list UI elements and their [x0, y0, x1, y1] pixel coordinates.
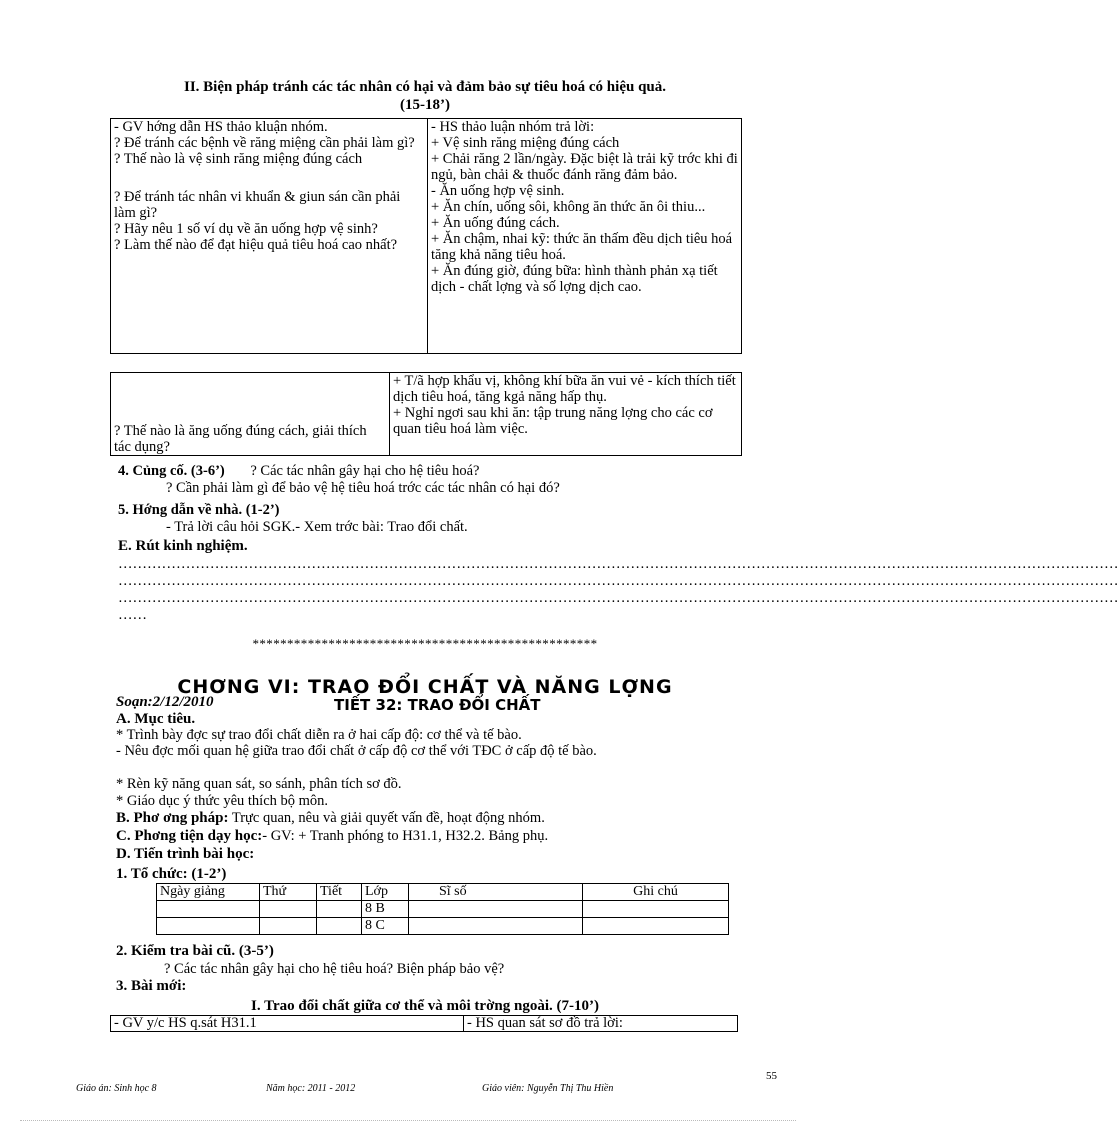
class-table-cell: 8 C: [362, 918, 409, 935]
teacher-line: ? Hãy nêu 1 số ví dụ về ăn uống hợp vệ sinh?: [114, 221, 378, 237]
new-lesson-heading: 3. Bài mới:: [116, 978, 187, 994]
page-bottom-rule: [20, 1120, 796, 1121]
class-table-cell: [583, 918, 729, 935]
student-line: - Ăn uống hợp vệ sinh.: [431, 183, 565, 199]
class-table-cell: [157, 901, 260, 918]
materials-text: - GV: + Tranh phóng to H31.1, H32.2. Bảng phụ.: [262, 828, 549, 844]
class-table-cell: [260, 901, 317, 918]
student-line: + Nghỉ ngơi sau khi ăn: tập trung năng lợng cho các cơ quan tiêu hoá làm việc.: [393, 405, 713, 437]
section-time: (15-18’): [400, 97, 450, 113]
chapter-title: CHƠNG VI: TRAO ĐỔI CHẤT VÀ NĂNG LỢNG: [177, 676, 673, 698]
objective-item: * Giáo dục ý thức yêu thích bộ môn.: [116, 793, 329, 809]
review-text: ? Các tác nhân gây hại cho hệ tiêu hoá? Biện pháp bảo vệ?: [164, 961, 505, 977]
materials-heading: C. Phơng tiện dạy học:: [116, 828, 263, 844]
consolidation: [118, 463, 758, 479]
student-line: + Ăn đúng giờ, đúng bữa: hình thành phản xạ tiết dịch - chất lợng và số lợng dịch cao.: [431, 263, 718, 295]
class-table-cell: [317, 918, 362, 935]
dotted-line: ………………………………………………………………………………………………………………………………………………………………………………………: [118, 590, 1119, 606]
method-text: Trực quan, nêu và giải quyết vấn đề, hoạt động nhóm.: [228, 810, 545, 826]
teacher-line: ? Để tránh tác nhân vi khuẩn & giun sán cần phải làm gì?: [114, 189, 401, 221]
student-line: + Chải răng 2 lần/ngày. Đặc biệt là trải kỹ trớc khi đi ngủ, bàn chải & thuốc đánh răng đảm bảo.: [431, 151, 738, 183]
footer-teacher: Giáo viên: Nguyễn Thị Thu Hiền: [482, 1083, 614, 1094]
homework-heading: 5. Hớng dẫn về nhà. (1-2’): [118, 502, 280, 518]
class-table-cell: [409, 918, 583, 935]
consolidation-heading: 4. Củng cố. (3-6’): [118, 463, 225, 479]
class-table-header: Sĩ số: [409, 884, 583, 901]
objective-item: - Nêu đợc mối quan hệ giữa trao đổi chất ở cấp độ cơ thể với TĐC ở cấp độ tế bào.: [116, 743, 597, 759]
procedure-heading: D. Tiến trình bài học:: [116, 846, 255, 862]
student-column: [390, 373, 742, 456]
experience-heading: E. Rút kinh nghiệm.: [118, 538, 248, 554]
consolidation-question: ? Cần phải làm gì để bảo vệ hệ tiêu hoá trớc các tác nhân có hại đó?: [166, 480, 560, 496]
teacher-line: ? Thế nào là ăng uống đúng cách, giải thích tác dụng?: [114, 423, 367, 455]
activity-table-1: [110, 118, 742, 354]
objective-item: * Trình bày đợc sự trao đổi chất diễn ra ở hai cấp độ: cơ thể và tế bào.: [116, 727, 522, 743]
activity-table-3: [110, 1015, 738, 1032]
dotted-line-tail: ……: [118, 607, 147, 623]
method-heading: B. Phơ ơng pháp:: [116, 810, 229, 826]
teacher-line: ? Để tránh các bệnh về răng miệng cần phải làm gì?: [114, 135, 415, 151]
activity-table-2: [110, 372, 742, 456]
method-line: [116, 810, 756, 826]
footer-course: Giáo án: Sinh học 8: [76, 1083, 157, 1094]
class-table-cell: [317, 901, 362, 918]
student-line: - HS quan sát sơ đồ trả lời:: [464, 1016, 738, 1032]
stars-divider: **************************************************: [252, 636, 598, 651]
organization-heading: 1. Tổ chức: (1-2’): [116, 866, 227, 882]
objectives-heading: A. Mục tiêu.: [116, 711, 196, 727]
class-table-cell: 8 B: [362, 901, 409, 918]
teacher-column: [111, 373, 390, 456]
class-table-cell: [260, 918, 317, 935]
teacher-column: [111, 119, 428, 354]
class-table-header: Tiết: [317, 884, 362, 901]
page-number: 55: [766, 1070, 777, 1082]
class-table-cell: [583, 901, 729, 918]
section-title: II. Biện pháp tránh các tác nhân có hại và đảm bảo sự tiêu hoá có hiệu quả.: [184, 79, 666, 95]
student-line: - HS thảo luận nhóm trả lời:: [431, 119, 595, 135]
student-line: + Vệ sinh răng miệng đúng cách: [431, 135, 620, 151]
class-table-header: Ngày giảng: [157, 884, 260, 901]
student-line: + Ăn chậm, nhai kỹ: thức ăn thấm đều dịch tiêu hoá tăng khả năng tiêu hoá.: [431, 231, 733, 263]
objective-item: * Rèn kỹ năng quan sát, so sánh, phân tích sơ đồ.: [116, 776, 402, 792]
student-line: + Ăn chín, uống sôi, không ăn thức ăn ôi thiu...: [431, 199, 706, 215]
lesson-title: TIẾT 32: TRAO ĐỔI CHẤT: [334, 696, 541, 714]
review-heading: 2. Kiểm tra bài cũ. (3-5’): [116, 943, 274, 959]
teacher-line: - GV y/c HS q.sát H31.1: [111, 1016, 464, 1032]
class-table-cell: [157, 918, 260, 935]
teacher-line: - GV hớng dẫn HS thảo kluận nhóm.: [114, 119, 328, 135]
prep-date: Soạn:2/12/2010: [116, 694, 214, 710]
class-table-cell: [409, 901, 583, 918]
student-line: + Ăn uống đúng cách.: [431, 215, 560, 231]
class-table-header: Thứ: [260, 884, 317, 901]
teacher-line: ? Làm thế nào để đạt hiệu quả tiêu hoá cao nhất?: [114, 237, 398, 253]
new-lesson-section: I. Trao đổi chất giữa cơ thể và môi trờng ngoài. (7-10’): [251, 998, 599, 1014]
footer-year: Năm học: 2011 - 2012: [266, 1083, 356, 1094]
section-heading: [100, 78, 750, 114]
dotted-line: ………………………………………………………………………………………………………………………………………………………………………………………: [118, 573, 1119, 589]
materials-line: [116, 828, 756, 844]
student-line: + T/ã hợp khẩu vị, không khí bữa ăn vui vẻ - kích thích tiết dịch tiêu hoá, tăng kgả năng hấp thụ.: [393, 373, 736, 405]
consolidation-question: ? Các tác nhân gây hại cho hệ tiêu hoá?: [250, 463, 480, 479]
class-table-header: Lớp: [362, 884, 409, 901]
teacher-line: ? Thế nào là vệ sinh răng miệng đúng cách: [114, 151, 363, 167]
class-table-header: Ghi chú: [583, 884, 729, 901]
student-column: [428, 119, 742, 354]
class-table: [156, 883, 729, 935]
homework-text: - Trả lời câu hỏi SGK.- Xem trớc bài: Trao đổi chất.: [166, 519, 468, 535]
dotted-line: ………………………………………………………………………………………………………………………………………………………………………………………: [118, 556, 1119, 572]
